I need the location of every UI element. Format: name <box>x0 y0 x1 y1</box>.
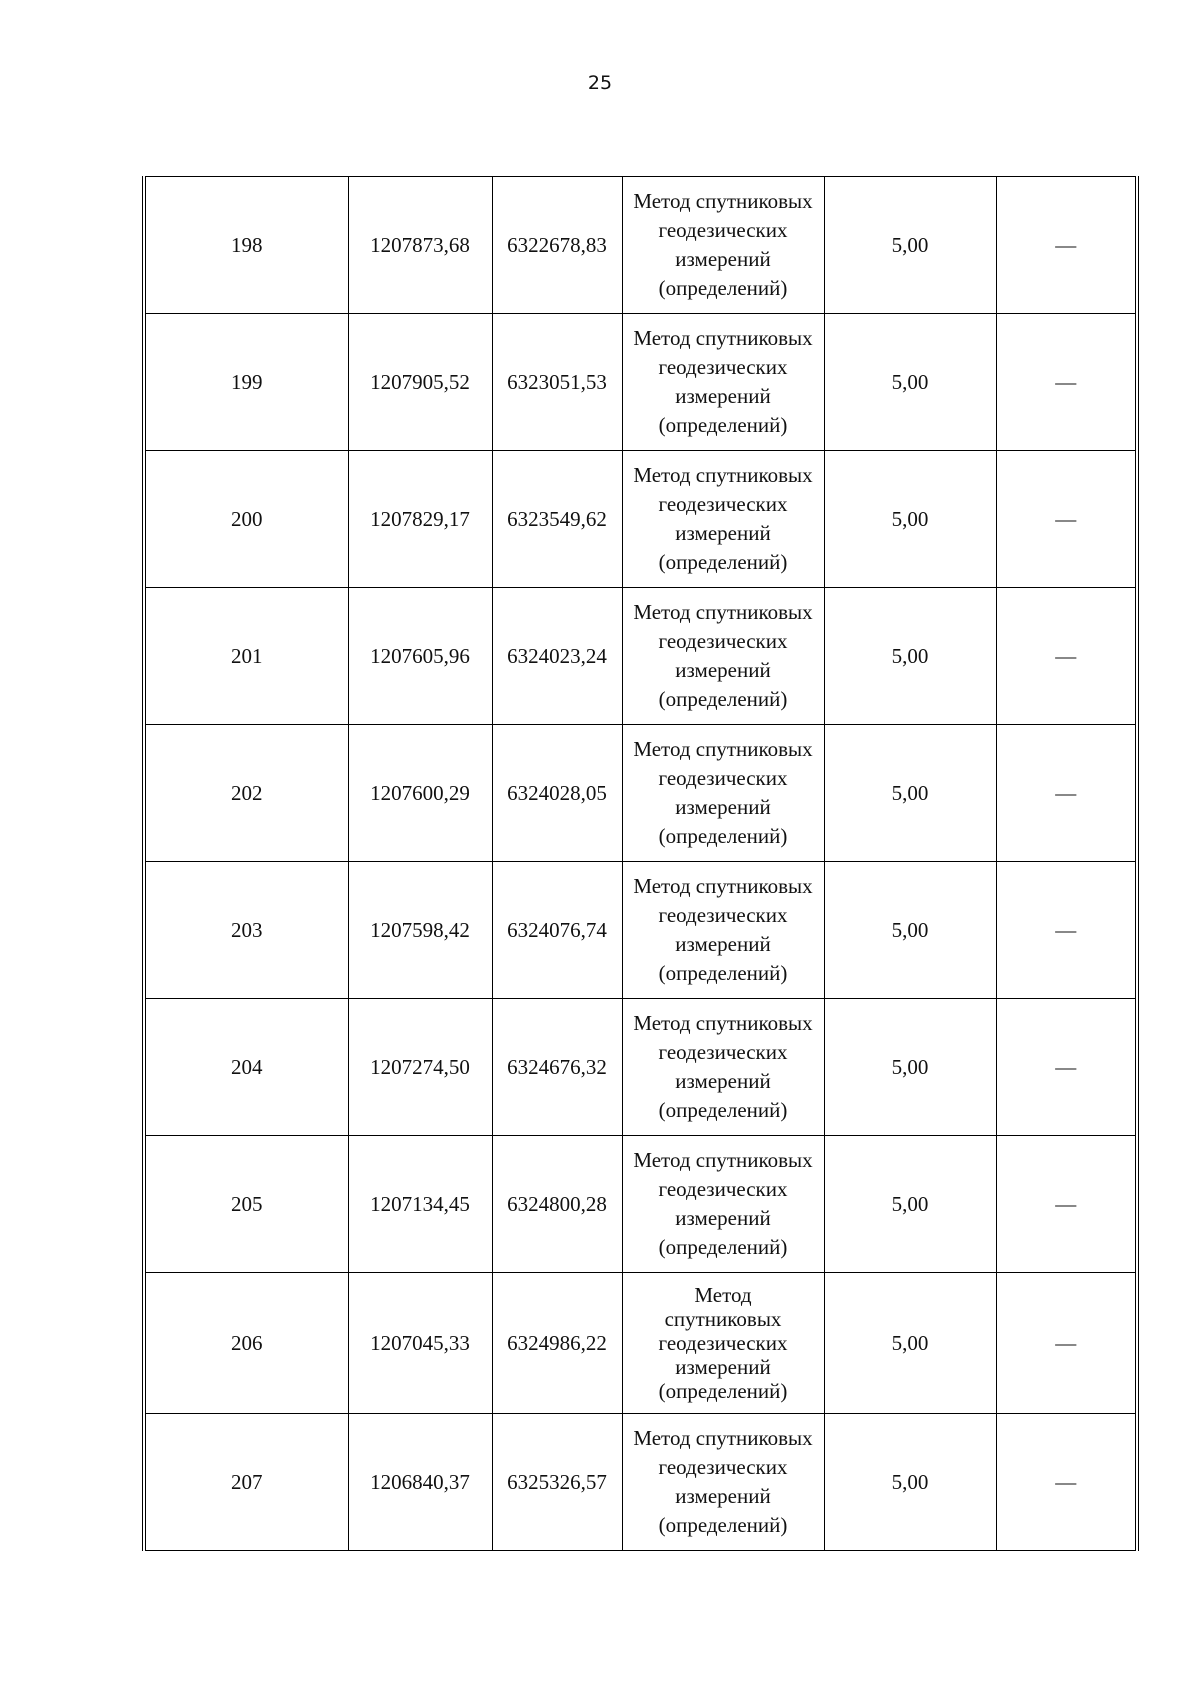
table-row <box>144 725 1137 862</box>
method-cell: Метод спутниковых геодезических измерений (определений) <box>622 451 824 588</box>
point-number: 202 <box>144 725 348 862</box>
accuracy: 5,00 <box>824 999 996 1136</box>
accuracy: 5,00 <box>824 588 996 725</box>
note: — <box>996 177 1137 314</box>
method-cell: Метод спутниковых геодезических измерений (определений) <box>622 588 824 725</box>
point-number: 205 <box>144 1136 348 1273</box>
note: — <box>996 999 1137 1136</box>
table-row <box>144 1273 1137 1414</box>
method-cell: Метод спутниковых геодезических измерений (определений) <box>622 862 824 999</box>
coord-x: 1207134,45 <box>348 1136 492 1273</box>
point-number: 201 <box>144 588 348 725</box>
method-cell: Метод спутниковых геодезических измерений (определений) <box>622 1136 824 1273</box>
note: — <box>996 314 1137 451</box>
coord-x: 1207274,50 <box>348 999 492 1136</box>
point-number: 198 <box>144 177 348 314</box>
accuracy: 5,00 <box>824 725 996 862</box>
point-number: 199 <box>144 314 348 451</box>
coord-x: 1206840,37 <box>348 1414 492 1551</box>
coord-y: 6324028,05 <box>492 725 622 862</box>
table-row <box>144 862 1137 999</box>
method-cell: Метод спутниковых геодезических измерений (определений) <box>622 314 824 451</box>
table-row <box>144 451 1137 588</box>
coord-y: 6323051,53 <box>492 314 622 451</box>
method-cell: Метод спутниковых геодезических измерений (определений) <box>622 177 824 314</box>
point-number: 204 <box>144 999 348 1136</box>
point-number: 203 <box>144 862 348 999</box>
note: — <box>996 1273 1137 1414</box>
coord-y: 6323549,62 <box>492 451 622 588</box>
coord-y: 6324023,24 <box>492 588 622 725</box>
accuracy: 5,00 <box>824 1273 996 1414</box>
coord-y: 6324676,32 <box>492 999 622 1136</box>
accuracy: 5,00 <box>824 314 996 451</box>
note: — <box>996 725 1137 862</box>
method-cell: Метод спутниковых геодезических измерений (определений) <box>622 999 824 1136</box>
coord-x: 1207598,42 <box>348 862 492 999</box>
point-number: 200 <box>144 451 348 588</box>
accuracy: 5,00 <box>824 1136 996 1273</box>
coord-x: 1207905,52 <box>348 314 492 451</box>
note: — <box>996 1414 1137 1551</box>
point-number: 207 <box>144 1414 348 1551</box>
table-row <box>144 314 1137 451</box>
table-row <box>144 1414 1137 1551</box>
coord-y: 6324076,74 <box>492 862 622 999</box>
coord-x: 1207045,33 <box>348 1273 492 1414</box>
table-row <box>144 177 1137 314</box>
note: — <box>996 862 1137 999</box>
coord-y: 6324800,28 <box>492 1136 622 1273</box>
note: — <box>996 1136 1137 1273</box>
table-row <box>144 588 1137 725</box>
accuracy: 5,00 <box>824 1414 996 1551</box>
coord-y: 6322678,83 <box>492 177 622 314</box>
accuracy: 5,00 <box>824 451 996 588</box>
table-row <box>144 1136 1137 1273</box>
point-number: 206 <box>144 1273 348 1414</box>
coordinates-table <box>142 176 1139 1551</box>
coord-x: 1207873,68 <box>348 177 492 314</box>
coord-x: 1207600,29 <box>348 725 492 862</box>
coord-y: 6324986,22 <box>492 1273 622 1414</box>
coord-x: 1207605,96 <box>348 588 492 725</box>
accuracy: 5,00 <box>824 862 996 999</box>
note: — <box>996 451 1137 588</box>
method-cell: Метод спутниковых геодезических измерений (определений) <box>622 1414 824 1551</box>
coord-x: 1207829,17 <box>348 451 492 588</box>
accuracy: 5,00 <box>824 177 996 314</box>
method-cell: Метод спутниковых геодезических измерений (определений) <box>622 725 824 862</box>
note: — <box>996 588 1137 725</box>
coord-y: 6325326,57 <box>492 1414 622 1551</box>
page-number: 25 <box>587 72 613 94</box>
method-cell: Метод спутниковых геодезических измерений (определений) <box>622 1273 824 1414</box>
table-row <box>144 999 1137 1136</box>
